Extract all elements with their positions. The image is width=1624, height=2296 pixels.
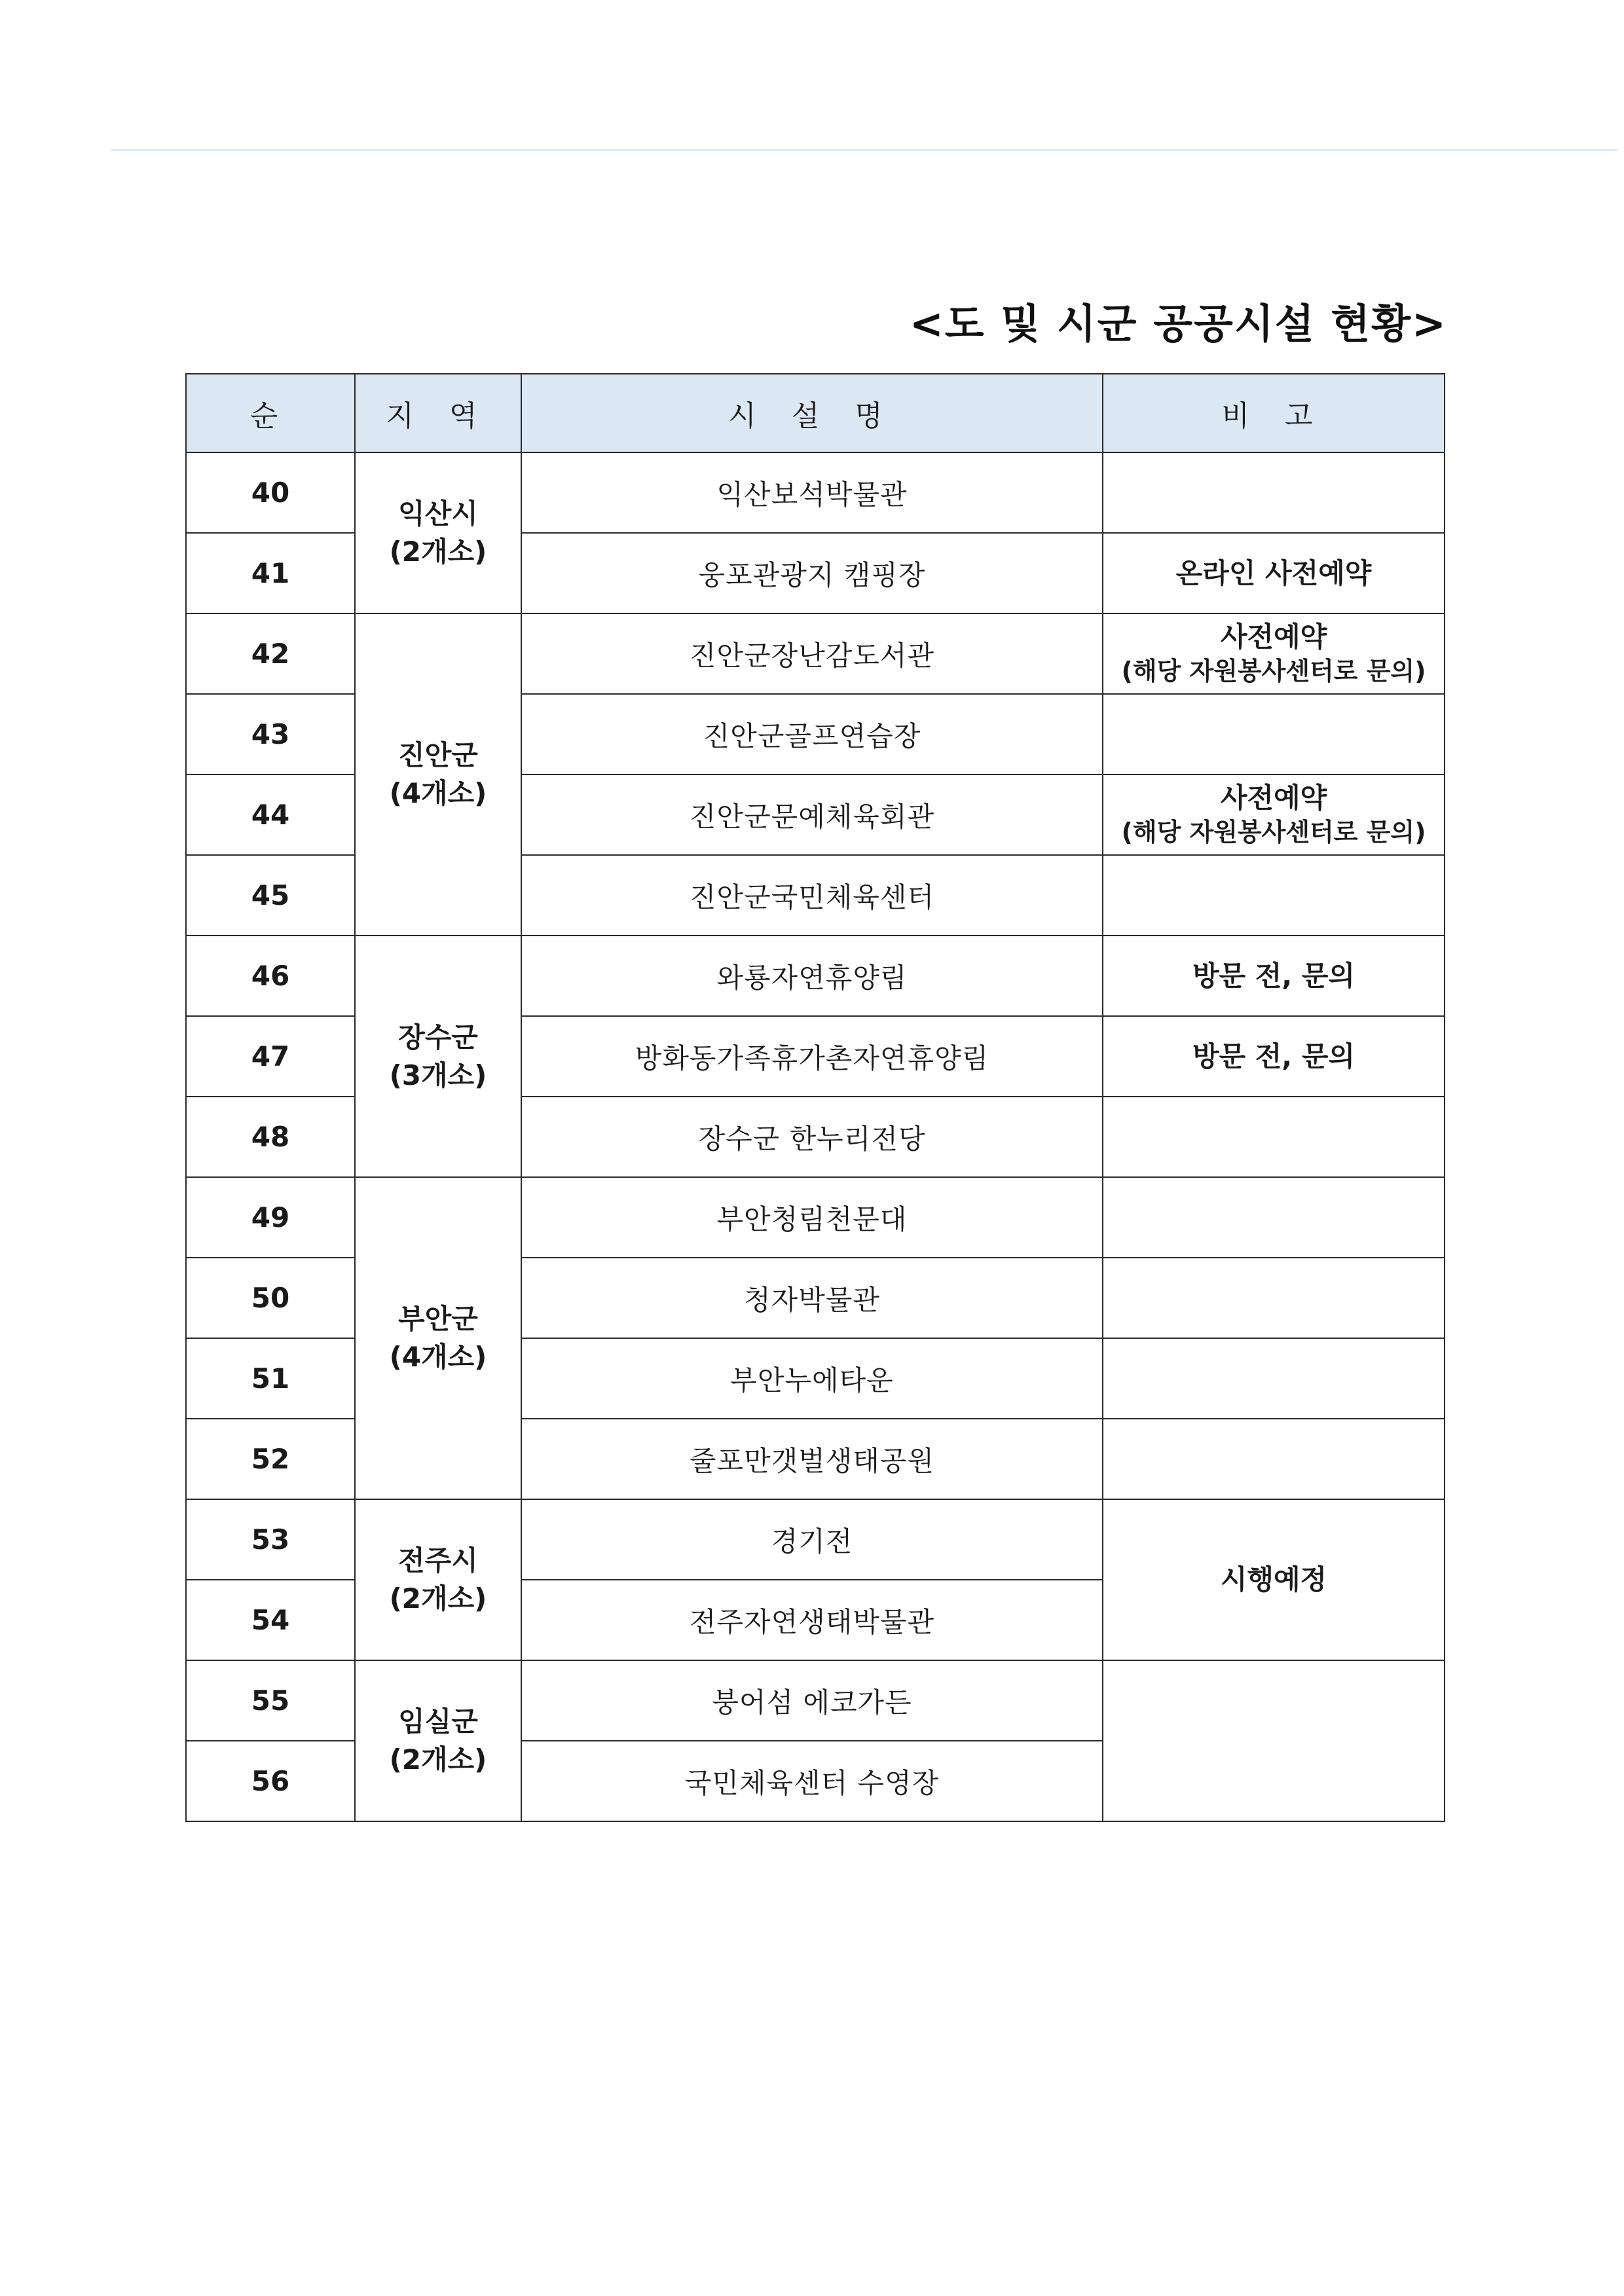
- facility-name: 청자박물관: [521, 1258, 1103, 1338]
- facility-name: 부안청림천문대: [521, 1177, 1103, 1258]
- table-row: [186, 1660, 1445, 1741]
- facility-name: 진안군국민체육센터: [521, 855, 1103, 936]
- region-name: 익산시: [398, 498, 478, 530]
- facility-name: 경기전: [521, 1499, 1103, 1580]
- header-note: 비 고: [1103, 374, 1445, 452]
- facility-name: 국민체육센터 수영장: [521, 1741, 1103, 1821]
- note-cell: 온라인 사전예약: [1103, 533, 1445, 613]
- note-cell: [1103, 452, 1445, 533]
- row-number: 54: [186, 1580, 355, 1660]
- region-cell: [355, 936, 521, 1177]
- row-number: 43: [186, 694, 355, 774]
- note-cell: [1103, 613, 1445, 694]
- row-number: 45: [186, 855, 355, 936]
- row-number: 40: [186, 452, 355, 533]
- row-number: 49: [186, 1177, 355, 1258]
- row-number: 44: [186, 774, 355, 855]
- region-count: (2개소): [389, 1743, 487, 1776]
- facility-name: 방화동가족휴가촌자연휴양림: [521, 1016, 1103, 1097]
- note-main: 사전예약: [1220, 620, 1327, 653]
- region-name: 임실군: [398, 1705, 478, 1738]
- region-name: 장수군: [398, 1021, 478, 1053]
- region-name: 부안군: [398, 1303, 478, 1335]
- facilities-table: [185, 373, 1445, 1822]
- header-no: 순: [186, 374, 355, 452]
- region-count: (2개소): [389, 1582, 487, 1614]
- note-cell: [1103, 1258, 1445, 1338]
- note-main: 사전예약: [1220, 781, 1327, 814]
- note-cell-merged: [1103, 1660, 1445, 1821]
- region-count: (3개소): [389, 1059, 487, 1091]
- row-number: 41: [186, 533, 355, 613]
- document-title: <도 및 시군 공공시설 현황>: [909, 300, 1447, 348]
- table-row: [186, 613, 1445, 694]
- region-count: (4개소): [389, 1341, 487, 1373]
- region-cell: [355, 1177, 521, 1499]
- note-cell-merged: 시행예정: [1103, 1499, 1445, 1660]
- note-cell: [1103, 1338, 1445, 1419]
- row-number: 51: [186, 1338, 355, 1419]
- table-row: [186, 1499, 1445, 1580]
- row-number: 50: [186, 1258, 355, 1338]
- note-cell: [1103, 1177, 1445, 1258]
- row-number: 47: [186, 1016, 355, 1097]
- region-cell: [355, 1660, 521, 1821]
- table-row: [186, 936, 1445, 1016]
- region-cell: [355, 1499, 521, 1660]
- note-cell: 방문 전, 문의: [1103, 1016, 1445, 1097]
- note-cell: [1103, 1097, 1445, 1177]
- row-number: 46: [186, 936, 355, 1016]
- note-cell: [1103, 694, 1445, 774]
- region-cell: [355, 613, 521, 936]
- facility-name: 줄포만갯벌생태공원: [521, 1419, 1103, 1499]
- row-number: 55: [186, 1660, 355, 1741]
- table-row: [186, 1177, 1445, 1258]
- row-number: 53: [186, 1499, 355, 1580]
- note-cell: 방문 전, 문의: [1103, 936, 1445, 1016]
- region-count: (2개소): [389, 536, 487, 568]
- facility-name: 장수군 한누리전당: [521, 1097, 1103, 1177]
- facility-name: 웅포관광지 캠핑장: [521, 533, 1103, 613]
- facility-name: 진안군문예체육회관: [521, 774, 1103, 855]
- note-cell: [1103, 774, 1445, 855]
- region-cell: [355, 452, 521, 613]
- note-cell: [1103, 1419, 1445, 1499]
- header-region: 지 역: [355, 374, 521, 452]
- region-name: 진안군: [398, 739, 478, 771]
- row-number: 52: [186, 1419, 355, 1499]
- facility-name: 진안군골프연습장: [521, 694, 1103, 774]
- region-name: 전주시: [398, 1544, 478, 1576]
- row-number: 48: [186, 1097, 355, 1177]
- row-number: 42: [186, 613, 355, 694]
- facility-name: 진안군장난감도서관: [521, 613, 1103, 694]
- note-cell: [1103, 855, 1445, 936]
- note-sub: (해당 자원봉사센터로 문의): [1121, 817, 1426, 847]
- facility-name: 와룡자연휴양림: [521, 936, 1103, 1016]
- note-sub: (해당 자원봉사센터로 문의): [1121, 656, 1426, 685]
- scan-artifact-line: [111, 149, 1617, 151]
- facility-name: 붕어섬 에코가든: [521, 1660, 1103, 1741]
- facility-name: 전주자연생태박물관: [521, 1580, 1103, 1660]
- facility-name: 부안누에타운: [521, 1338, 1103, 1419]
- row-number: 56: [186, 1741, 355, 1821]
- header-facility-name: 시 설 명: [521, 374, 1103, 452]
- table-row: [186, 452, 1445, 533]
- facility-name: 익산보석박물관: [521, 452, 1103, 533]
- header-row: [186, 374, 1445, 452]
- region-count: (4개소): [389, 777, 487, 809]
